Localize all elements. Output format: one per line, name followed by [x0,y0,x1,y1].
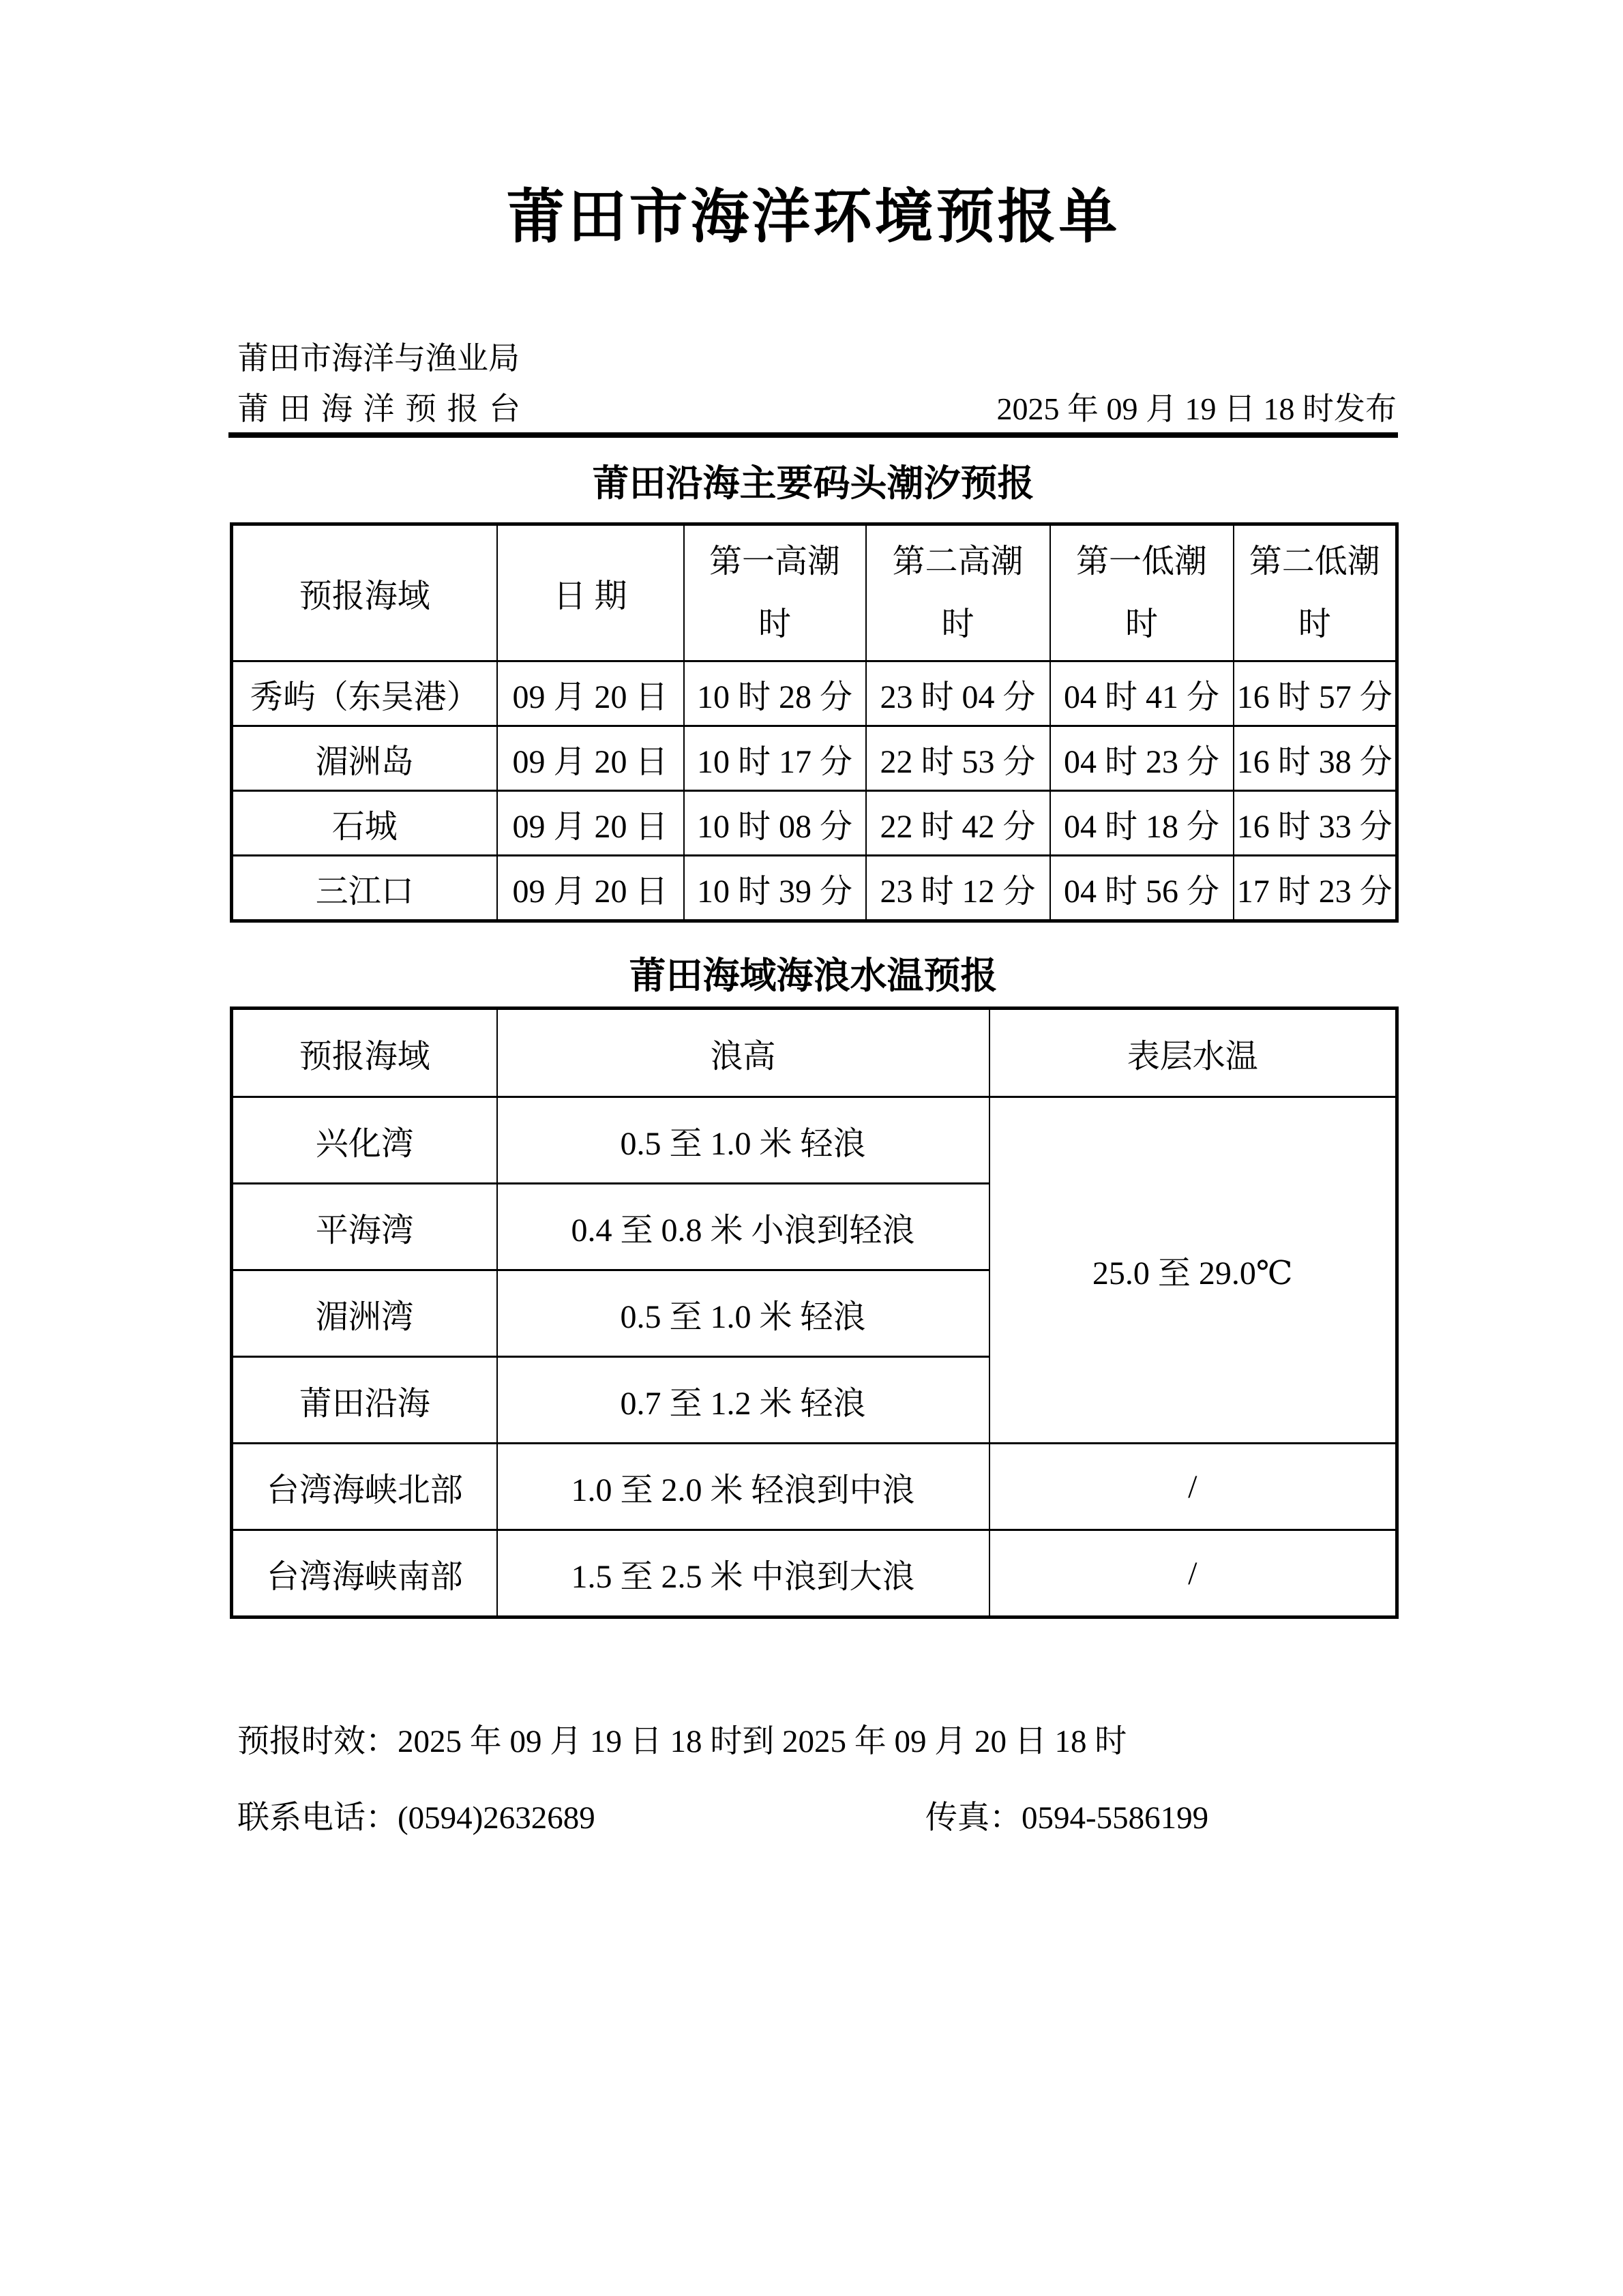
header-divider [228,432,1398,438]
table-row [232,661,1397,726]
date-cell: 09 月 20 日 [497,661,684,726]
high1-cell: 10 时 08 分 [684,791,866,856]
tide-col-header-low1 [1050,524,1234,661]
wave-height-cell: 0.5 至 1.0 米 轻浪 [497,1097,989,1184]
tide-col-header-low2-unit: 时 [1298,606,1331,642]
phone-number: 联系电话：(0594)2632689 [237,1800,595,1836]
page-title: 莆田市海洋环境预报单 [506,184,1120,250]
tide-col-header-high1 [684,524,866,661]
high2-cell: 23 时 04 分 [866,661,1050,726]
table-row [232,1530,1397,1617]
tide-col-header-high2 [866,524,1050,661]
date-cell: 09 月 20 日 [497,856,684,921]
area-cell: 台湾海峡北部 [232,1444,497,1530]
date-cell: 09 月 20 日 [497,726,684,791]
wave-table-header-row [232,1009,1397,1097]
tide-col-header-high2-unit: 时 [941,606,974,642]
high1-cell: 10 时 39 分 [684,856,866,921]
tide-col-header-low2 [1234,524,1397,661]
area-cell: 台湾海峡南部 [232,1530,497,1617]
wave-col-header-sst: 表层水温 [989,1009,1397,1097]
area-cell: 莆田沿海 [232,1357,497,1444]
low1-cell: 04 时 18 分 [1050,791,1234,856]
station-name: 莆 田 海 洋 预 报 台 [237,391,522,426]
validity-line: 预报时效：2025 年 09 月 19 日 18 时到 2025 年 09 月 20 日 18 时 [237,1724,1127,1759]
tide-col-header-high1-name: 第一高潮 [709,543,840,580]
sst-merged-cell: 25.0 至 29.0℃ [989,1097,1397,1444]
fax-number: 传真：0594-5586199 [925,1800,1209,1836]
area-cell: 湄洲湾 [232,1270,497,1357]
area-cell: 湄洲岛 [232,726,497,791]
table-row [232,726,1397,791]
wave-height-cell: 0.4 至 0.8 米 小浪到轻浪 [497,1184,989,1270]
wave-table [230,1007,1399,1619]
high1-cell: 10 时 28 分 [684,661,866,726]
tide-col-header-low2-name: 第二低潮 [1249,543,1380,580]
wave-height-cell: 0.7 至 1.2 米 轻浪 [497,1357,989,1444]
area-cell: 三江口 [232,856,497,921]
wave-height-cell: 0.5 至 1.0 米 轻浪 [497,1270,989,1357]
tide-col-header-low1-unit: 时 [1125,606,1158,642]
area-cell: 平海湾 [232,1184,497,1270]
wave-height-cell: 1.0 至 2.0 米 轻浪到中浪 [497,1444,989,1530]
tide-col-header-low1-name: 第一低潮 [1075,543,1207,580]
low1-cell: 04 时 23 分 [1050,726,1234,791]
wave-col-header-area: 预报海域 [232,1009,497,1097]
high2-cell: 23 时 12 分 [866,856,1050,921]
date-cell: 09 月 20 日 [497,791,684,856]
station-issue-row [237,390,1397,428]
table-row [232,1444,1397,1530]
wave-col-header-wave: 浪高 [497,1009,989,1097]
table-row [232,1097,1397,1184]
issue-datetime: 2025 年 09 月 19 日 18 时发布 [996,391,1397,426]
low2-cell: 16 时 57 分 [1234,661,1397,726]
sst-cell: / [989,1530,1397,1617]
tide-col-header-date: 日 期 [497,524,684,661]
tide-table-caption: 莆田沿海主要码头潮汐预报 [592,463,1034,504]
tide-col-header-high1-unit: 时 [758,606,791,642]
high2-cell: 22 时 42 分 [866,791,1050,856]
wave-height-cell: 1.5 至 2.5 米 中浪到大浪 [497,1530,989,1617]
low2-cell: 17 时 23 分 [1234,856,1397,921]
tide-col-header-area: 预报海域 [232,524,497,661]
high1-cell: 10 时 17 分 [684,726,866,791]
tide-col-header-high2-name: 第二高潮 [892,543,1024,580]
low2-cell: 16 时 38 分 [1234,726,1397,791]
wave-table-caption: 莆田海域海浪水温预报 [629,955,998,996]
high2-cell: 22 时 53 分 [866,726,1050,791]
sst-cell: / [989,1444,1397,1530]
tide-table [230,522,1399,923]
area-cell: 秀屿（东吴港） [232,661,497,726]
low1-cell: 04 时 56 分 [1050,856,1234,921]
area-cell: 兴化湾 [232,1097,497,1184]
table-row [232,856,1397,921]
low2-cell: 16 时 33 分 [1234,791,1397,856]
agency-name: 莆田市海洋与渔业局 [237,341,520,376]
area-cell: 石城 [232,791,497,856]
low1-cell: 04 时 41 分 [1050,661,1234,726]
table-row [232,791,1397,856]
tide-table-header-row [232,524,1397,661]
